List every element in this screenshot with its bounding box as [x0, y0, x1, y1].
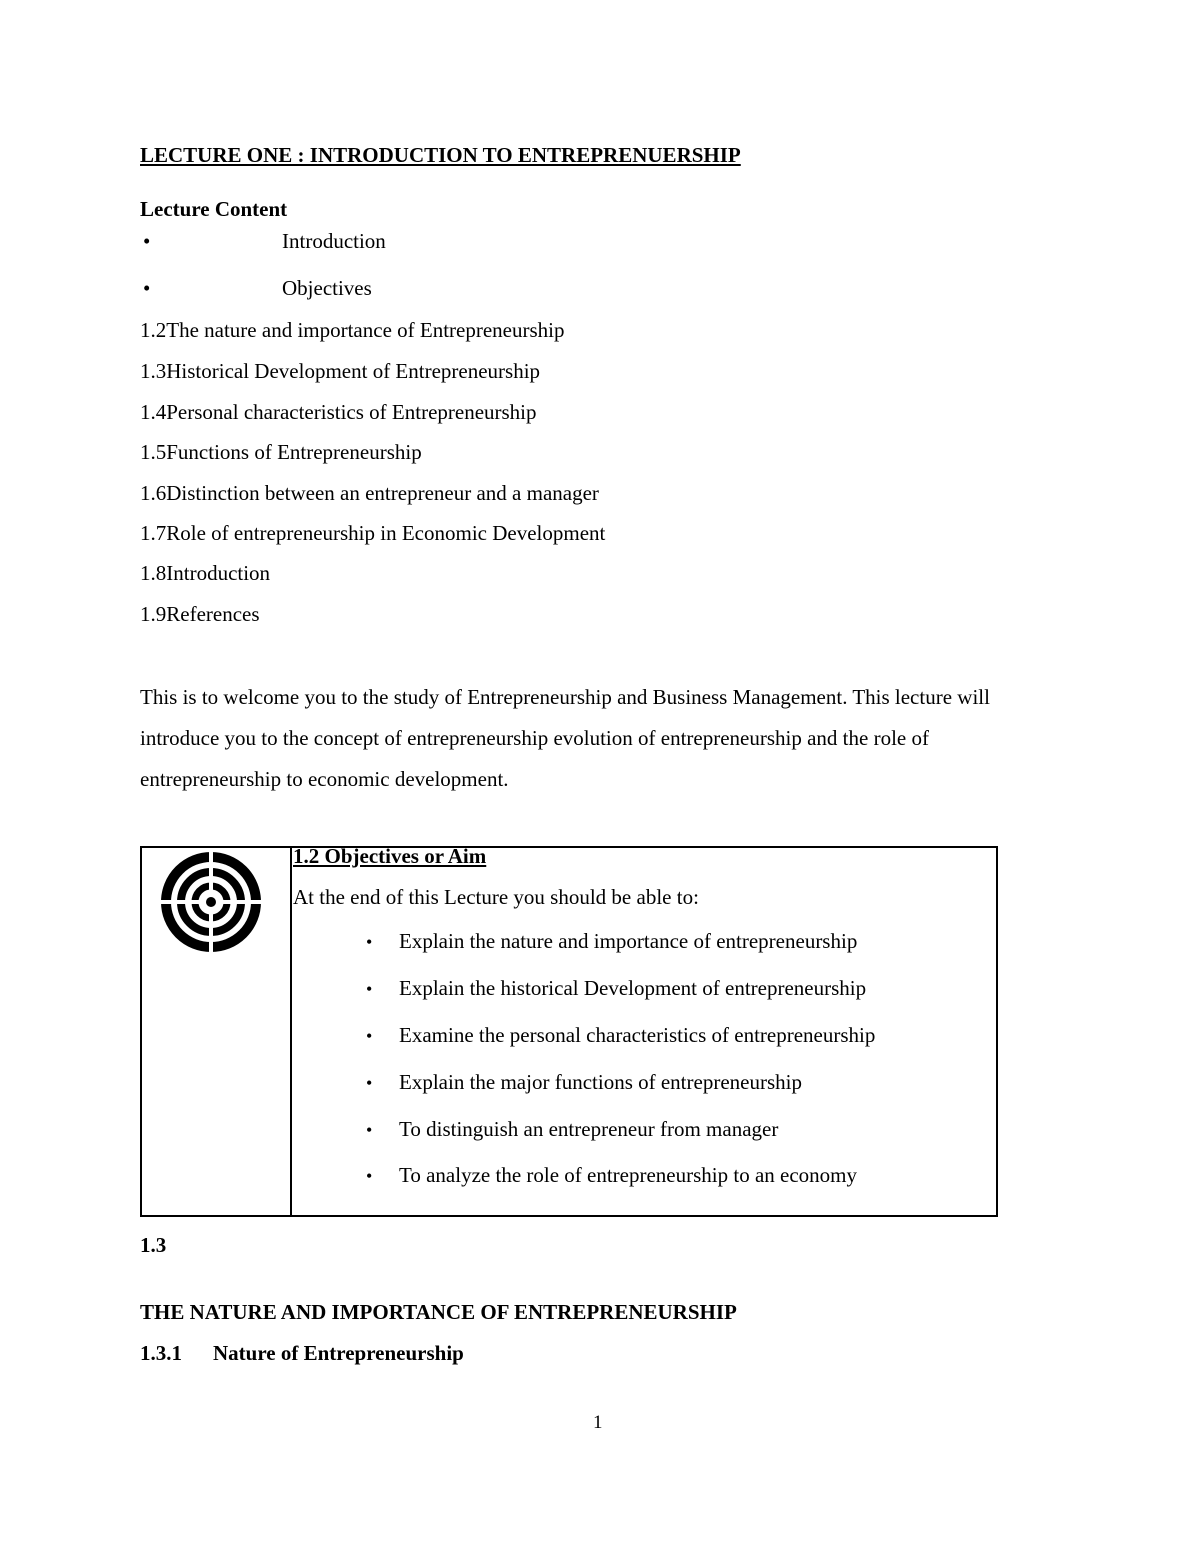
toc-item: 1.5Functions of Entrepreneurship: [140, 440, 422, 464]
content-bullet-objectives: Objectives: [282, 276, 372, 300]
objectives-box-divider: [290, 846, 292, 1217]
section-number: 1.3: [140, 1233, 167, 1257]
bullet-marker: •: [366, 1166, 373, 1186]
objective-item: To distinguish an entrepreneur from manager: [399, 1117, 779, 1141]
bullet-marker: •: [366, 932, 373, 952]
toc-item: 1.8Introduction: [140, 561, 271, 585]
section-heading: THE NATURE AND IMPORTANCE OF ENTREPRENEURSHIP: [140, 1300, 737, 1324]
lecture-content-heading: Lecture Content: [140, 197, 288, 221]
target-icon: [158, 852, 264, 952]
toc-item: 1.6Distinction between an entrepreneur and a manager: [140, 481, 599, 505]
toc-item: 1.9References: [140, 602, 260, 626]
bullet-marker: •: [366, 979, 373, 999]
bullet-marker: •: [366, 1026, 373, 1046]
toc-item: 1.2The nature and importance of Entrepreneurship: [140, 318, 565, 342]
bullet-marker: •: [366, 1073, 373, 1093]
objective-item: Explain the historical Development of entrepreneurship: [399, 976, 867, 1000]
page-number: 1: [593, 1412, 603, 1433]
bullet-marker: •: [143, 276, 151, 300]
intro-paragraph: This is to welcome you to the study of Entrepreneurship and Business Management. This lecture will introduce you to the concept of entrepreneurship evolution of entrepreneurship and the role of entrepreneurship to economic development.: [140, 685, 990, 791]
objective-item: Explain the nature and importance of entrepreneurship: [399, 929, 858, 953]
content-bullet-introduction: Introduction: [282, 229, 386, 253]
toc-item: 1.7Role of entrepreneurship in Economic Development: [140, 521, 606, 545]
subsection-number: 1.3.1: [140, 1341, 182, 1365]
bullet-marker: •: [366, 1120, 373, 1140]
objective-item: Examine the personal characteristics of entrepreneurship: [399, 1023, 876, 1047]
toc-item: 1.3Historical Development of Entrepreneurship: [140, 359, 541, 383]
objective-item: Explain the major functions of entrepreneurship: [399, 1070, 802, 1094]
bullet-marker: •: [143, 229, 151, 253]
lecture-title: LECTURE ONE : INTRODUCTION TO ENTREPRENUERSHIP: [140, 143, 741, 167]
subsection-title: Nature of Entrepreneurship: [213, 1341, 464, 1365]
objective-item: To analyze the role of entrepreneurship to an economy: [399, 1163, 858, 1187]
objectives-heading: 1.2 Objectives or Aim: [293, 844, 487, 868]
objectives-intro: At the end of this Lecture you should be able to:: [293, 885, 699, 909]
toc-item: 1.4Personal characteristics of Entrepreneurship: [140, 400, 537, 424]
